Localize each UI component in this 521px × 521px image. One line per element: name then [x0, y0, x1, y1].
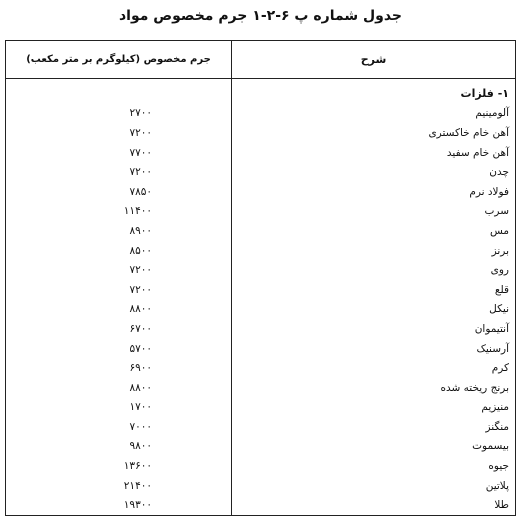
material-name: پلاتین [485, 479, 509, 492]
material-name: برنج ریخته شده [440, 381, 509, 394]
density-value: ۱۷۰۰ [129, 401, 152, 414]
material-name: آرسنیک [476, 342, 509, 355]
density-value: ۷۷۰۰ [129, 146, 152, 159]
material-name: سرب [484, 205, 509, 218]
density-value: ۲۱۴۰۰ [123, 479, 152, 492]
material-name: جیوه [488, 460, 509, 473]
density-value: ۹۸۰۰ [129, 440, 152, 453]
table-row [6, 339, 515, 359]
table-row [6, 358, 515, 378]
material-name: برنز [491, 244, 509, 257]
density-value: ۷۲۰۰ [129, 264, 152, 277]
header-divider [6, 78, 515, 79]
table-row [6, 437, 515, 457]
material-name: آنتیموان [474, 322, 509, 335]
density-value: ۷۲۰۰ [129, 166, 152, 179]
section-row-metals [6, 84, 515, 104]
density-table [5, 40, 516, 516]
table-row [6, 221, 515, 241]
table-row [6, 241, 515, 261]
table-row [6, 202, 515, 222]
material-name: آهن خام سفید [446, 146, 509, 159]
material-name: منیزیم [481, 401, 509, 414]
density-value: ۷۲۰۰ [129, 126, 152, 139]
table-row [6, 417, 515, 437]
material-name: آلومینیم [475, 107, 509, 120]
material-name: مس [489, 224, 509, 237]
table-row [6, 123, 515, 143]
material-name: کرم [491, 362, 509, 375]
table-row [6, 162, 515, 182]
density-value: ۵۷۰۰ [129, 342, 152, 355]
density-value: ۸۸۰۰ [129, 381, 152, 394]
table-row [6, 476, 515, 496]
table-row [6, 104, 515, 124]
density-value: ۸۸۰۰ [129, 303, 152, 316]
density-value: ۲۷۰۰ [129, 107, 152, 120]
material-name: طلا [494, 499, 509, 512]
material-name: نیکل [489, 303, 509, 316]
material-name: فولاد نرم [469, 185, 509, 198]
table-row [6, 378, 515, 398]
table-row [6, 398, 515, 418]
material-name: آهن خام خاکستری [428, 126, 509, 139]
density-value: ۸۵۰۰ [129, 244, 152, 257]
table-row [6, 260, 515, 280]
density-value: ۸۹۰۰ [129, 224, 152, 237]
column-header-description: شرح [360, 53, 387, 66]
density-value: ۶۹۰۰ [129, 362, 152, 375]
table-row [6, 143, 515, 163]
density-value: ۱۳۶۰۰ [123, 460, 152, 473]
table-row [6, 300, 515, 320]
table-row [6, 495, 515, 515]
table-row [6, 319, 515, 339]
density-value: ۱۹۳۰۰ [123, 499, 152, 512]
table-row [6, 456, 515, 476]
density-value: ۷۲۰۰ [129, 283, 152, 296]
section-label: ۱- فلزات [460, 87, 509, 101]
table-row [6, 182, 515, 202]
table-title: جدول شماره پ ۶-۲-۱ جرم مخصوص مواد [119, 8, 402, 24]
material-name: بیسموت [472, 440, 509, 453]
density-value: ۶۷۰۰ [129, 322, 152, 335]
table-row [6, 280, 515, 300]
material-name: منگنز [485, 420, 509, 433]
column-header-density: جرم مخصوص (کیلوگرم بر متر مکعب) [26, 54, 211, 65]
density-value: ۷۸۵۰ [129, 185, 152, 198]
material-name: چدن [489, 166, 509, 179]
density-value: ۱۱۴۰۰ [123, 205, 152, 218]
material-name: روی [490, 264, 509, 277]
density-value: ۷۰۰۰ [129, 420, 152, 433]
material-name: قلع [494, 283, 509, 296]
table-body [6, 84, 515, 515]
